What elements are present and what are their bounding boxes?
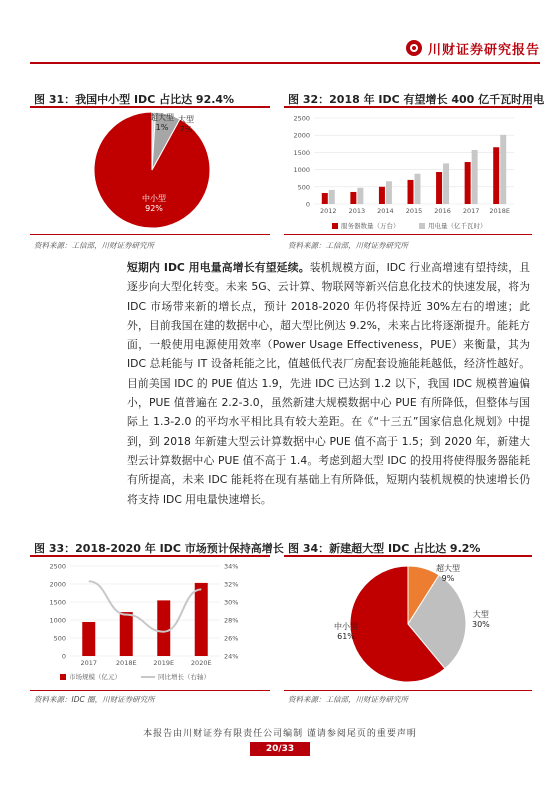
- fig33-ytick: 1000: [49, 616, 66, 625]
- fig34-pie-chart: [284, 560, 532, 685]
- fig33-xtick: 2018E: [115, 659, 137, 667]
- fig32-xtick: 2014: [377, 207, 394, 215]
- fig32-bar: [500, 135, 506, 204]
- fig33-ytick: 2000: [49, 580, 66, 589]
- fig32-ytick: 1500: [293, 148, 310, 157]
- fig32-bar: [386, 181, 392, 204]
- fig32-bar: [436, 172, 442, 204]
- page-number: 20/33: [250, 742, 310, 756]
- brand-logo-icon: [406, 40, 422, 56]
- fig33-xtick: 2019E: [153, 659, 175, 667]
- fig32-bar: [408, 180, 414, 204]
- fig32-ytick: 2000: [293, 131, 310, 140]
- fig32-bar: [357, 188, 363, 204]
- fig34-title: 图 34：新建超大型 IDC 占比达 9.2%: [288, 542, 481, 555]
- body-paragraph: [127, 258, 530, 509]
- fig32-ytick: 1000: [293, 166, 310, 175]
- fig33-ytick-right: 32%: [224, 580, 239, 589]
- fig33-ytick-right: 28%: [224, 616, 239, 625]
- fig32-bar: [415, 174, 421, 204]
- header-brand: [406, 38, 540, 58]
- fig34-label-large: 大型 30%: [472, 610, 490, 629]
- fig32-bar: [379, 187, 385, 204]
- fig33-line: [89, 581, 202, 631]
- fig33-bar: [82, 622, 95, 656]
- fig34-source: 资料来源：工信部，川财证券研究所: [288, 695, 408, 704]
- fig33-xtick: 2020E: [190, 659, 212, 667]
- header-rule: [30, 62, 540, 64]
- fig32-ytick: 0: [305, 200, 310, 209]
- fig33-bar: [120, 612, 133, 656]
- fig31-source: 资料来源：工信部，川财证券研究所: [34, 241, 154, 250]
- fig33-ytick-right: 34%: [224, 562, 239, 571]
- fig32-source: 资料来源：工信部，川财证券研究所: [288, 241, 408, 250]
- fig34-label-super: 超大型 9%: [436, 564, 460, 583]
- fig33-title-rule: [30, 555, 270, 557]
- fig33-chart: [30, 560, 270, 685]
- fig32-xtick: 2016: [434, 207, 451, 215]
- fig31-label-large: 大型 7%: [178, 115, 194, 134]
- fig33-ytick-right: 26%: [224, 634, 239, 643]
- fig32-bar: [322, 193, 328, 204]
- fig33-ytick: 2500: [49, 562, 66, 571]
- fig32-source-rule: [284, 234, 532, 235]
- fig32-ytick: 2500: [293, 114, 310, 123]
- fig33-ytick: 0: [61, 652, 66, 661]
- fig32-bar: [350, 192, 356, 204]
- fig33-bar: [157, 600, 170, 656]
- fig34-chart: [284, 560, 532, 685]
- fig34-title-rule: [284, 555, 532, 557]
- fig33-xtick: 2017: [80, 659, 98, 667]
- fig33-bar: [195, 583, 208, 656]
- fig33-ytick-right: 24%: [224, 652, 239, 661]
- body-lead: 短期内 IDC 用电量高增长有望延续。: [127, 261, 310, 274]
- fig31-title: 图 31：我国中小型 IDC 占比达 92.4%: [34, 93, 235, 106]
- fig33-legend-label: 市场规模（亿元）: [69, 673, 121, 681]
- fig31-chart: [30, 110, 270, 230]
- fig32-bar: [493, 147, 499, 204]
- fig32-xtick: 2013: [348, 207, 366, 215]
- fig32-legend-swatch: [332, 223, 338, 229]
- fig33-legend-label: 同比增长（右轴）: [158, 673, 210, 681]
- fig33-ytick: 1500: [49, 598, 66, 607]
- brand-name: 川财证券研究报告: [427, 42, 540, 58]
- fig33-title: 图 33：2018-2020 年 IDC 市场预计保持高增长: [34, 542, 284, 555]
- body-text: 装机规模方面，IDC 行业高增速有望持续，且逐步向大型化转变。未来 5G、云计算、物联网等新兴信息化技术的快速发展，将为 IDC 市场带来新的增长点，预计 2018-2020 年仍将保持近 30%左右的增速；此外，目前我国在建的数据中心，超大型比例达 9.2%，未来占比将逐渐提升。能耗方面，一般使用电源使用效率（Power Usage Effectiveness，PUE）来衡量，其为 IDC 总耗能与 IT 设备耗能之比，值越低代表厂房配套设施能耗越低，经济性越好。目前美国 IDC 的 PUE 值达 1.9，先进 IDC 已达到 1.2 以下，我国 IDC 规模普遍偏小，PUE 值普遍在 2.2-3.0，虽然新建大规模数据中心 PUE 有所降低，但整体与国际上 1.3-2.0 的平均水平相比具有较大差距。在《“十三五”国家信息化规划》中提到，到 2018 年新建大型云计算数据中心 PUE 值不高于 1.5；到 2020 年，新建大型云计算数据中心 PUE 值不高于 1.4。考虑到超大型 IDC 的投用将使得服务器能耗有所提高，未来 IDC 能耗将在现有基础上有所降低，短期内装机规模的快速增长仍将支持 IDC 用电量快速增长。: [127, 261, 530, 506]
- fig32-bar: [472, 150, 478, 204]
- fig33-legend-swatch: [60, 674, 66, 680]
- fig32-title: 图 32：2018 年 IDC 有望增长 400 亿千瓦时用电: [288, 93, 545, 106]
- fig34-label-small: 中小型 61%: [334, 622, 358, 641]
- fig32-legend-swatch: [419, 223, 425, 229]
- fig32-legend-label: 服务器数量（万台）: [341, 222, 400, 230]
- fig32-title-rule: [284, 106, 532, 108]
- fig34-source-rule: [284, 690, 532, 691]
- fig31-label-small: 中小型 92%: [142, 194, 166, 213]
- fig32-xtick: 2015: [405, 207, 423, 215]
- fig32-xtick: 2012: [320, 207, 337, 215]
- fig32-bar-chart: [284, 112, 532, 232]
- fig31-label-super: 超大型 1%: [150, 113, 174, 132]
- fig32-bar: [443, 163, 449, 204]
- fig32-bar: [329, 190, 335, 204]
- fig32-xtick: 2018E: [489, 207, 511, 215]
- fig33-combo-chart: [30, 560, 270, 685]
- fig32-chart: [284, 112, 532, 232]
- footer-disclaimer: 本报告由川财证券有限责任公司编制 谨请参阅尾页的重要声明: [143, 729, 417, 739]
- fig33-ytick-right: 30%: [224, 598, 239, 607]
- fig31-source-rule: [30, 234, 270, 235]
- fig33-ytick: 500: [53, 634, 66, 643]
- fig32-bar: [465, 162, 471, 204]
- fig32-legend-label: 用电量（亿千瓦时）: [428, 222, 487, 230]
- fig33-source-rule: [30, 690, 270, 691]
- fig32-xtick: 2017: [462, 207, 480, 215]
- fig31-title-rule: [30, 106, 270, 108]
- fig32-ytick: 500: [297, 183, 310, 192]
- fig33-source: 资料来源：IDC 圈，川财证券研究所: [34, 695, 155, 704]
